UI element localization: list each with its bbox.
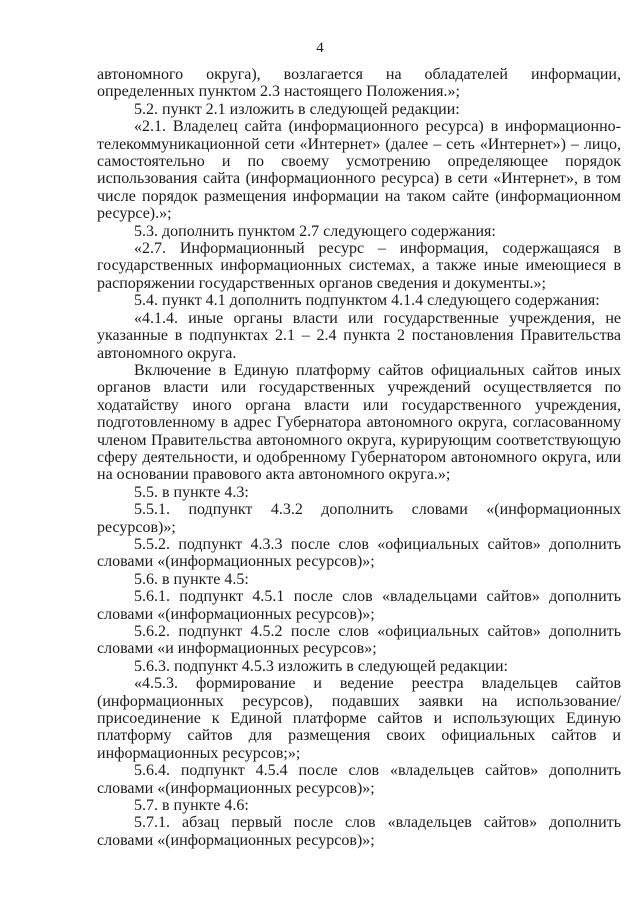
paragraph: 5.4. пункт 4.1 дополнить подпунктом 4.1.4 следующего содержания: (134, 292, 600, 310)
paragraph: «2.7. Информационный ресурс – информация, содержащаяся в государственных информационных системах, а также иные имеющиеся в распоряжении государственных органов сведения и документы.»; (97, 240, 621, 292)
paragraph: 5.6.2. подпункт 4.5.2 после слов «официальных сайтов» дополнить словами «и информационных ресурсов»; (97, 623, 621, 658)
paragraph: 5.7. в пункте 4.6: (134, 797, 249, 815)
paragraph: «2.1. Владелец сайта (информационного ресурса) в информационно-телекоммуникационной сети «Интернет» (далее – сеть «Интернет») – лицо, самостоятельно и по своему усмотрению определяющее порядок использования сайта (информационного ресурса) в сети «Интернет», в том числе порядок размещения информации на таком сайте (информационном ресурсе).»; (97, 118, 621, 223)
paragraph: 5.2. пункт 2.1 изложить в следующей редакции: (134, 100, 460, 118)
paragraph: «4.1.4. иные органы власти или государственные учреждения, не указанные в подпунктах 2.1 – 2.4 пункта 2 постановления Правительства автономного округа. (97, 309, 621, 362)
document-body (97, 66, 621, 849)
paragraph: 5.6.1. подпункт 4.5.1 после слов «владельцами сайтов» дополнить словами «(информационных ресурсов)»; (97, 588, 621, 623)
paragraph: автономного округа), возлагается на обладателей информации, определенных пунктом 2.3 настоящего Положения.»; (97, 66, 621, 101)
paragraph: 5.7.1. абзац первый после слов «владельцев сайтов» дополнить словами «(информационных ресурсов)»; (97, 814, 621, 849)
paragraph: 5.5. в пункте 4.3: (134, 483, 249, 501)
page-number: 4 (316, 40, 324, 56)
paragraph: 5.3. дополнить пунктом 2.7 следующего содержания: (134, 222, 496, 240)
paragraph: 5.6. в пункте 4.5: (134, 570, 249, 588)
paragraph: 5.5.1. подпункт 4.3.2 дополнить словами «(информационных ресурсов)»; (97, 501, 621, 536)
paragraph: 5.5.2. подпункт 4.3.3 после слов «официальных сайтов» дополнить словами «(информационных ресурсов)»; (97, 535, 621, 571)
paragraph: Включение в Единую платформу сайтов официальных сайтов иных органов власти или государственных учреждений осуществляется по ходатайству иного органа власти или государственного учреждения, подготовленному в адрес Губернатора автономного округа, согласованному членом Правительства автономного округа, курирующим соответствующую сферу деятельности, и одобренному Губернатором автономного округа, или на основании правового акта автономного округа.»; (97, 361, 621, 484)
paragraph: «4.5.3. формирование и ведение реестра владельцев сайтов (информационных ресурсов), подавших заявки на использование/присоединение к Единой платформе сайтов и использующих Единую платформу сайтов для размещения своих официальных сайтов и информационных ресурсов;»; (97, 675, 621, 762)
paragraph: 5.6.4. подпункт 4.5.4 после слов «владельцев сайтов» дополнить словами «(информационных ресурсов)»; (97, 762, 621, 797)
paragraph: 5.6.3. подпункт 4.5.3 изложить в следующей редакции: (134, 657, 508, 675)
